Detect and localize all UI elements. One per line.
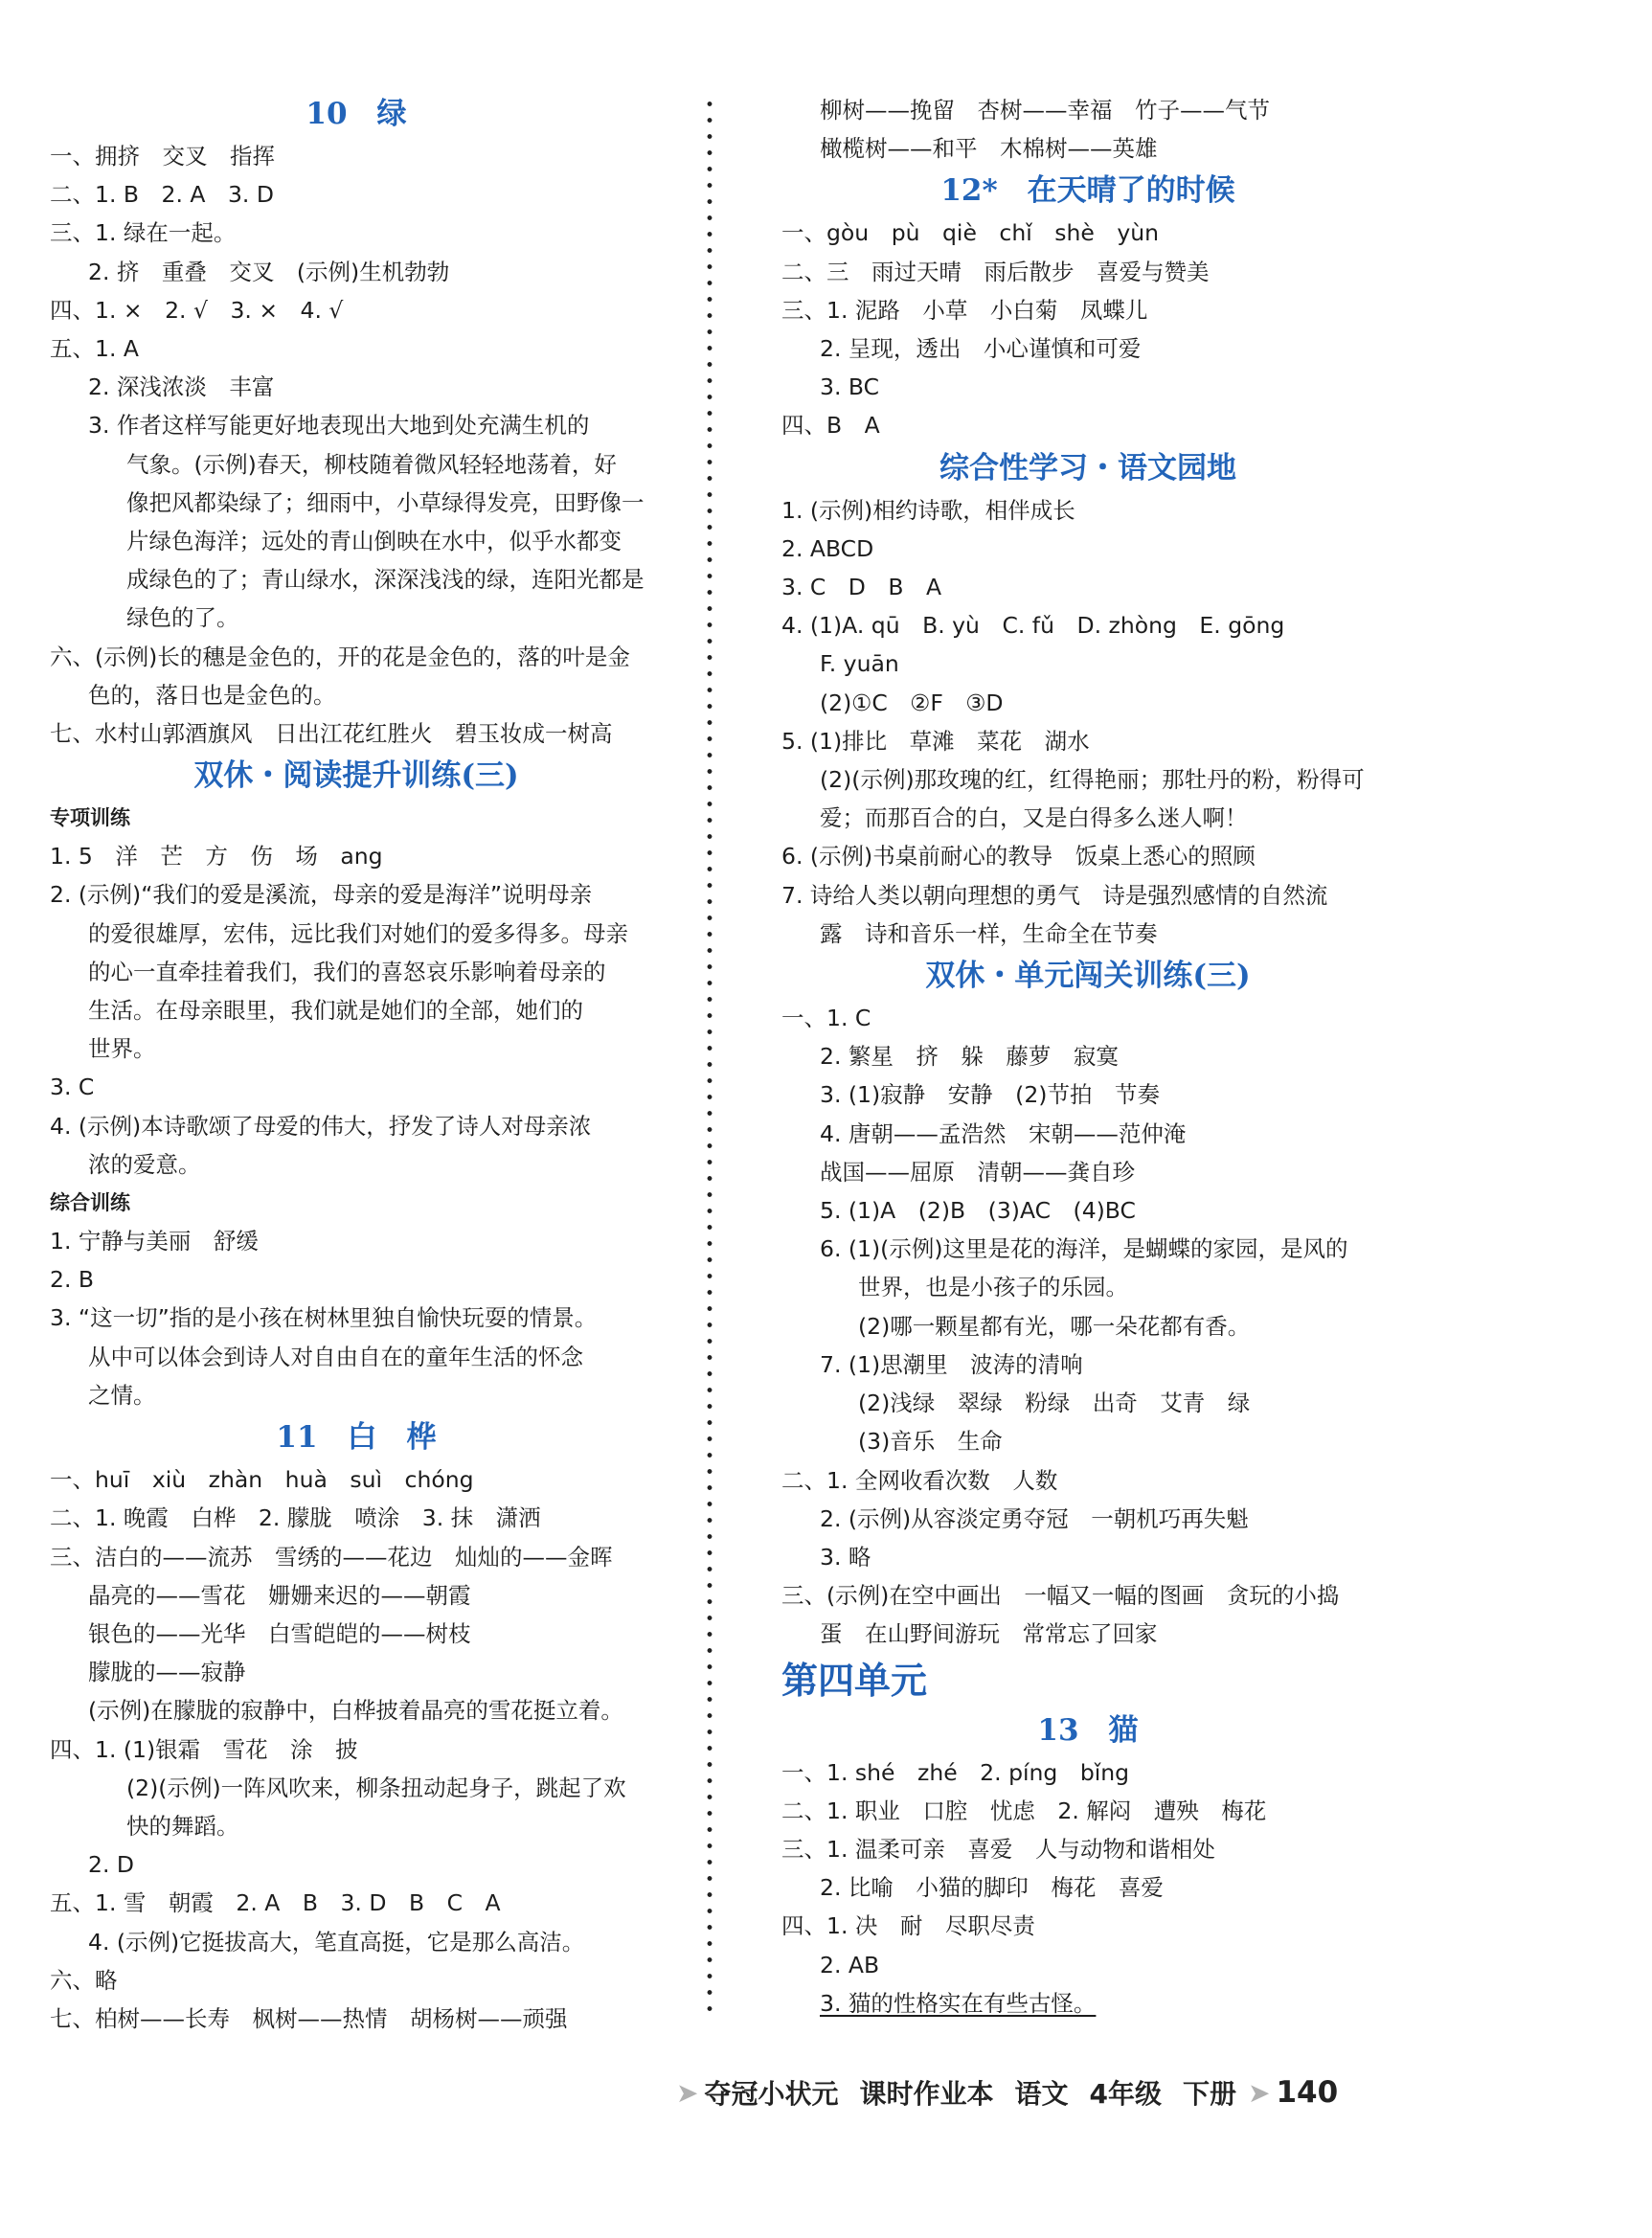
answer-line: 二、1. 职业 口腔 忧虑 2. 解闷 遭殃 梅花 <box>781 1797 1267 1824</box>
answer-line: 七、柏树——长寿 枫树——热情 胡杨树——顽强 <box>50 2004 568 2032</box>
answer-line: 2. (示例)“我们的爱是溪流，母亲的爱是海洋”说明母亲 <box>50 881 593 909</box>
answer-line: 2. 繁星 挤 躲 藤萝 寂寞 <box>820 1043 1119 1071</box>
answer-line: 六、略 <box>50 1966 118 1994</box>
answer-line: 1. (示例)相约诗歌，相伴成长 <box>781 496 1075 524</box>
answer-line: 2. 深浅浓淡 丰富 <box>88 373 275 401</box>
answer-line: 3. C D B A <box>781 574 942 601</box>
answer-line: 三、(示例)在空中画出 一幅又一幅的图画 贪玩的小捣 <box>781 1582 1340 1610</box>
column-divider <box>707 96 713 2021</box>
answer-line: 4. (示例)它挺拔高大，笔直高挺，它是那么高洁。 <box>88 1928 585 1955</box>
answer-line: 五、1. A <box>50 335 139 363</box>
answer-line: 1. 5 洋 芒 方 伤 场 ang <box>50 843 383 870</box>
answer-line: (2)(示例)一阵风吹来，柳条扭动起身子，跳起了欢 <box>126 1774 626 1801</box>
answer-line: (2)浅绿 翠绿 粉绿 出奇 艾青 绿 <box>858 1390 1251 1417</box>
answer-line: 一、huī xiù zhàn huà suì chóng <box>50 1466 474 1494</box>
page-footer <box>670 2071 1338 2114</box>
answer-line: 5. (1)排比 草滩 菜花 湖水 <box>781 727 1090 755</box>
lesson-11-title: 11 白 桦 <box>276 1420 437 1456</box>
footer-volume: 下册 <box>1183 2078 1237 2110</box>
answer-line: 绿色的了。 <box>126 604 239 632</box>
answer-line: 六、(示例)长的穗是金色的，开的花是金色的，落的叶是金 <box>50 643 630 670</box>
answer-line <box>781 1984 1394 2023</box>
answer-line: 银色的——光华 白雪皑皑的——树枝 <box>88 1619 471 1647</box>
answer-line: 4. 唐朝——孟浩然 宋朝——范仲淹 <box>820 1119 1187 1147</box>
footer-book: 课时作业本 <box>859 2078 994 2110</box>
answer-line: 二、1. 全网收看次数 人数 <box>781 1466 1058 1494</box>
answer-line: 四、1. × 2. √ 3. × 4. √ <box>50 296 344 324</box>
answer-line: 四、1. 决 耐 尽职尽责 <box>781 1912 1035 1940</box>
answer-line: 4. (示例)本诗歌颂了母爱的伟大，抒发了诗人对母亲浓 <box>50 1112 592 1140</box>
answer-line: 3. “这一切”指的是小孩在树林里独自愉快玩耍的情景。 <box>50 1304 598 1332</box>
chevron-right-icon: ➤ <box>676 2076 699 2109</box>
answer-line: 露 诗和音乐一样，生命全在节奏 <box>820 919 1158 947</box>
answer-line: 柳树——挽留 杏树——幸福 竹子——气节 <box>820 97 1270 124</box>
answer-line: 3. C <box>50 1074 95 1101</box>
answer-line: 气象。(示例)春天，柳枝随着微风轻轻地荡着，好 <box>126 450 617 478</box>
answer-line: 四、1. (1)银霜 雪花 涂 披 <box>50 1735 358 1763</box>
answer-line: 像把风都染绿了；细雨中，小草绿得发亮，田野像一 <box>126 488 645 516</box>
answer-line: 之情。 <box>88 1381 156 1409</box>
lesson-10-title: 10 绿 <box>306 97 407 131</box>
answer-line: 爱；而那百合的白，又是白得多么迷人啊！ <box>820 804 1248 832</box>
answer-line: 七、水村山郭酒旗风 日出江花红胜火 碧玉妆成一树高 <box>50 720 613 748</box>
answer-line: 晶亮的——雪花 姗姗来迟的——朝霞 <box>88 1581 471 1609</box>
answer-line: 三、1. 绿在一起。 <box>50 219 237 247</box>
answer-line: (3)音乐 生命 <box>858 1428 1003 1456</box>
answer-line: 3. 作者这样写能更好地表现出大地到处充满生机的 <box>88 412 590 440</box>
answer-line: 2. 呈现，透出 小心谨慎和可爱 <box>820 335 1142 363</box>
answer-line: 的心一直牵挂着我们，我们的喜怒哀乐影响着母亲的 <box>88 958 606 985</box>
answer-line: 生活。在母亲眼里，我们就是她们的全部，她们的 <box>88 997 583 1025</box>
answer-line: 的爱很雄厚，宏伟，远比我们对她们的爱多得多。母亲 <box>88 919 628 947</box>
answer-line: 2. B <box>50 1266 95 1294</box>
reading-training-title: 双休・阅读提升训练(三) <box>193 758 519 794</box>
special-training-label: 专项训练 <box>50 806 130 830</box>
answer-line: 浓的爱意。 <box>88 1150 201 1178</box>
answer-line: 五、1. 雪 朝霞 2. A B 3. D B C A <box>50 1889 501 1917</box>
answer-line: 快的舞蹈。 <box>126 1812 239 1840</box>
page-number: 140 <box>1276 2075 1339 2110</box>
answer-line: 片绿色海洋；远处的青山倒映在水中，似乎水都变 <box>126 528 622 555</box>
answer-line: 四、B A <box>781 412 880 440</box>
answer-line: (2)(示例)那玫瑰的红，红得艳丽；那牡丹的粉，粉得可 <box>820 766 1365 794</box>
footer-subject: 语文 <box>1014 2078 1069 2110</box>
answer-line: 6. (示例)书桌前耐心的教导 饭桌上悉心的照顾 <box>781 843 1256 870</box>
answer-line: 2. 比喻 小猫的脚印 梅花 喜爱 <box>820 1874 1164 1902</box>
answer-line: 1. 宁静与美丽 舒缓 <box>50 1228 259 1255</box>
answer-line: 6. (1)(示例)这里是花的海洋，是蝴蝶的家园，是风的 <box>820 1235 1348 1263</box>
answer-line: 2. AB <box>820 1951 880 1978</box>
answer-line: 从中可以体会到诗人对自由自在的童年生活的怀念 <box>88 1343 583 1370</box>
footer-brand: 夺冠小状元 <box>704 2078 839 2110</box>
answer-line: 3. BC <box>820 373 880 401</box>
comprehensive-training-label: 综合训练 <box>50 1191 130 1215</box>
answer-line: 世界，也是小孩子的乐园。 <box>858 1274 1128 1301</box>
answer-line: 成绿色的了；青山绿水，深深浅浅的绿，连阳光都是 <box>126 566 645 594</box>
answer-line: 三、1. 温柔可亲 喜爱 人与动物和谐相处 <box>781 1835 1215 1863</box>
answer-line: 蛋 在山野间游玩 常常忘了回家 <box>820 1620 1158 1648</box>
answer-line: F. yuān <box>820 650 899 678</box>
lesson-13-title: 13 猫 <box>1037 1712 1139 1748</box>
answer-line: 一、拥挤 交叉 指挥 <box>50 143 275 170</box>
answer-line: (2)哪一颗星都有光，哪一朵花都有香。 <box>858 1312 1251 1340</box>
answer-line: 世界。 <box>88 1035 156 1063</box>
answer-line: 一、gòu pù qiè chǐ shè yùn <box>781 219 1160 247</box>
footer-grade: 4年级 <box>1089 2078 1162 2110</box>
comprehensive-learning-title: 综合性学习・语文园地 <box>939 450 1236 486</box>
answer-line: 二、1. 晚霞 白桦 2. 朦胧 喷涂 3. 抹 潇洒 <box>50 1504 541 1532</box>
answer-line: 2. (示例)从容淡定勇夺冠 一朝机巧再失魁 <box>820 1504 1249 1532</box>
right-column <box>781 91 1394 2023</box>
answer-line: 7. 诗给人类以朝向理想的勇气 诗是强烈感情的自然流 <box>781 881 1328 909</box>
answer-line: 三、1. 泥路 小草 小白菊 凤蝶儿 <box>781 296 1148 324</box>
answer-line: 一、1. shé zhé 2. píng bǐng <box>781 1758 1130 1786</box>
answer-line: (2)①C ②F ③D <box>820 689 1004 716</box>
answer-line: 2. D <box>88 1851 134 1879</box>
lesson-12-title: 12* 在天晴了的时候 <box>940 173 1235 209</box>
chevron-right-icon: ➤ <box>1248 2076 1271 2109</box>
answer-line: 橄榄树——和平 木棉树——英雄 <box>820 135 1158 163</box>
answer-line: (示例)在朦胧的寂静中，白桦披着晶亮的雪花挺立着。 <box>88 1697 623 1725</box>
answer-line: 7. (1)思潮里 波涛的清响 <box>820 1350 1083 1378</box>
answer-line: 一、1. C <box>781 1005 871 1032</box>
unit-four-title: 第四单元 <box>781 1658 928 1702</box>
answer-line: 2. ABCD <box>781 534 874 562</box>
answer-line: 3. (1)寂静 安静 (2)节拍 节奏 <box>820 1081 1160 1109</box>
answer-line: 3. 略 <box>820 1543 871 1571</box>
answer-line: 5. (1)A (2)B (3)AC (4)BC <box>820 1197 1136 1225</box>
answer-line: 4. (1)A. qū B. yù C. fǔ D. zhòng E. gōng <box>781 612 1285 640</box>
left-column <box>50 91 663 2038</box>
answer-line: 朦胧的——寂静 <box>88 1659 246 1686</box>
answer-line: 战国——屈原 清朝——龚自珍 <box>820 1158 1135 1186</box>
answer-line: 三、洁白的——流苏 雪绣的——花边 灿灿的——金晖 <box>50 1543 613 1571</box>
underlined-answer: 3. 猫的性格实在有些古怪。 <box>820 1989 1097 2017</box>
answer-line: 二、三 雨过天晴 雨后散步 喜爱与赞美 <box>781 258 1210 285</box>
answer-line: 二、1. B 2. A 3. D <box>50 181 274 209</box>
unit-test-title: 双休・单元闯关训练(三) <box>925 959 1251 994</box>
answer-line: 2. 挤 重叠 交叉 (示例)生机勃勃 <box>88 258 450 285</box>
answer-line: 色的，落日也是金色的。 <box>88 681 336 709</box>
